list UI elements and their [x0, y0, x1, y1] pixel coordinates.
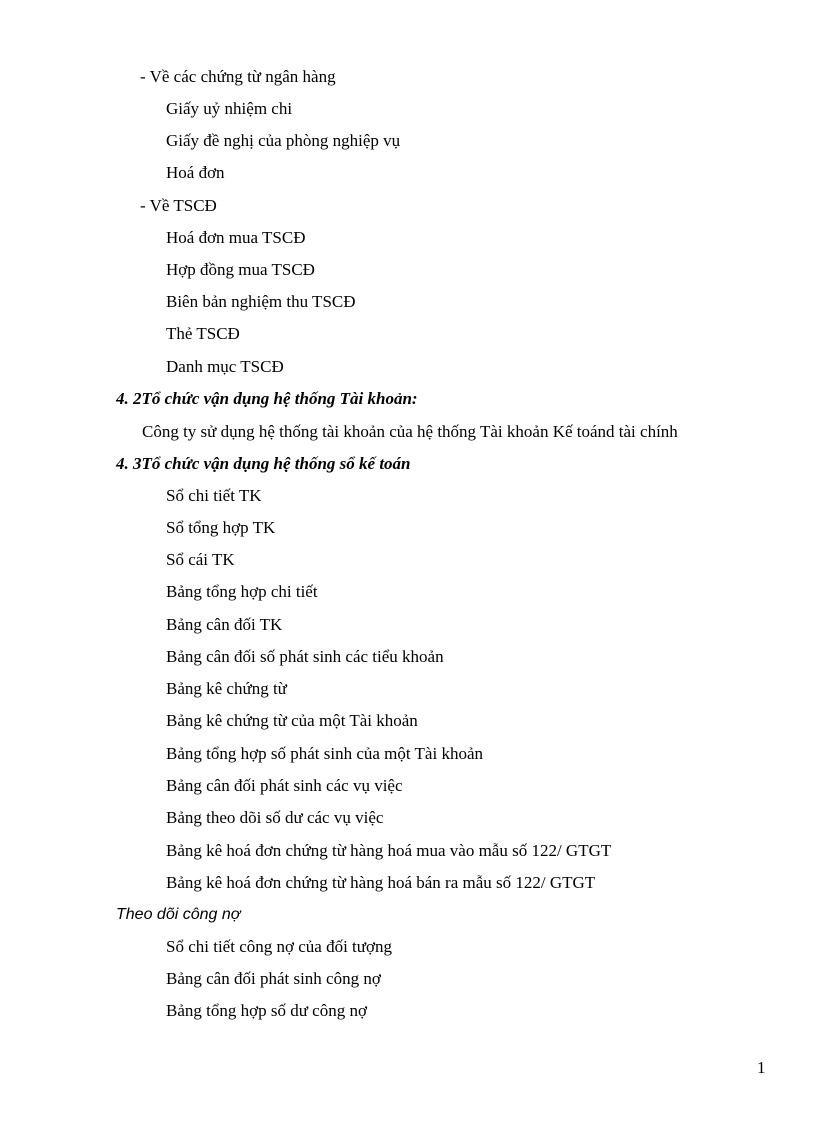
debt-tracking-heading: Theo dõi công nợ: [116, 906, 241, 923]
list-item: Hoá đơn: [166, 163, 225, 182]
list-item: Bảng cân đối phát sinh công nợ: [166, 969, 381, 988]
list-item: Bảng theo dõi số dư các vụ việc: [166, 808, 384, 827]
list-item: Sổ cái TK: [166, 550, 235, 569]
list-item: Bảng kê hoá đơn chứng từ hàng hoá bán ra mẫu số 122/ GTGT: [166, 873, 596, 892]
section-4-2-heading: 4. 2Tổ chức vận dụng hệ thống Tài khoản:: [116, 389, 418, 408]
list-item: Danh mục TSCĐ: [166, 357, 284, 376]
fixed-assets-heading: - Về TSCĐ: [140, 196, 217, 215]
list-item: Biên bản nghiệm thu TSCĐ: [166, 292, 356, 311]
list-item: Bảng tổng hợp số dư công nợ: [166, 1001, 367, 1020]
list-item: Thẻ TSCĐ: [166, 324, 240, 343]
list-item: Giấy uỷ nhiệm chi: [166, 99, 293, 118]
list-item: Bảng kê hoá đơn chứng từ hàng hoá mua vào mẫu số 122/ GTGT: [166, 841, 612, 860]
list-item: Bảng kê chứng từ của một Tài khoản: [166, 711, 418, 730]
list-item: Giấy đề nghị của phòng nghiệp vụ: [166, 131, 401, 150]
list-item: Sổ chi tiết công nợ của đối tượng: [166, 937, 392, 956]
section-4-2-paragraph: Công ty sử dụng hệ thống tài khoản của hệ thống Tài khoản Kế toánd tài chính: [142, 422, 678, 441]
list-item: Sổ chi tiết TK: [166, 486, 262, 505]
list-item: Hoá đơn mua TSCĐ: [166, 228, 306, 247]
list-item: Bảng cân đối phát sinh các vụ việc: [166, 776, 403, 795]
list-item: Bảng cân đối TK: [166, 615, 283, 634]
page-number: 1: [757, 1058, 766, 1077]
list-item: Hợp đồng mua TSCĐ: [166, 260, 315, 279]
list-item: Sổ tổng hợp TK: [166, 518, 276, 537]
list-item: Bảng cân đối số phát sinh các tiểu khoản: [166, 647, 444, 666]
list-item: Bảng tổng hợp số phát sinh của một Tài khoản: [166, 744, 483, 763]
section-4-3-heading: 4. 3Tổ chức vận dụng hệ thống sổ kế toán: [116, 454, 411, 473]
list-item: Bảng tổng hợp chi tiết: [166, 582, 318, 601]
bank-docs-heading: - Về các chứng từ ngân hàng: [140, 67, 336, 86]
list-item: Bảng kê chứng từ: [166, 679, 287, 698]
